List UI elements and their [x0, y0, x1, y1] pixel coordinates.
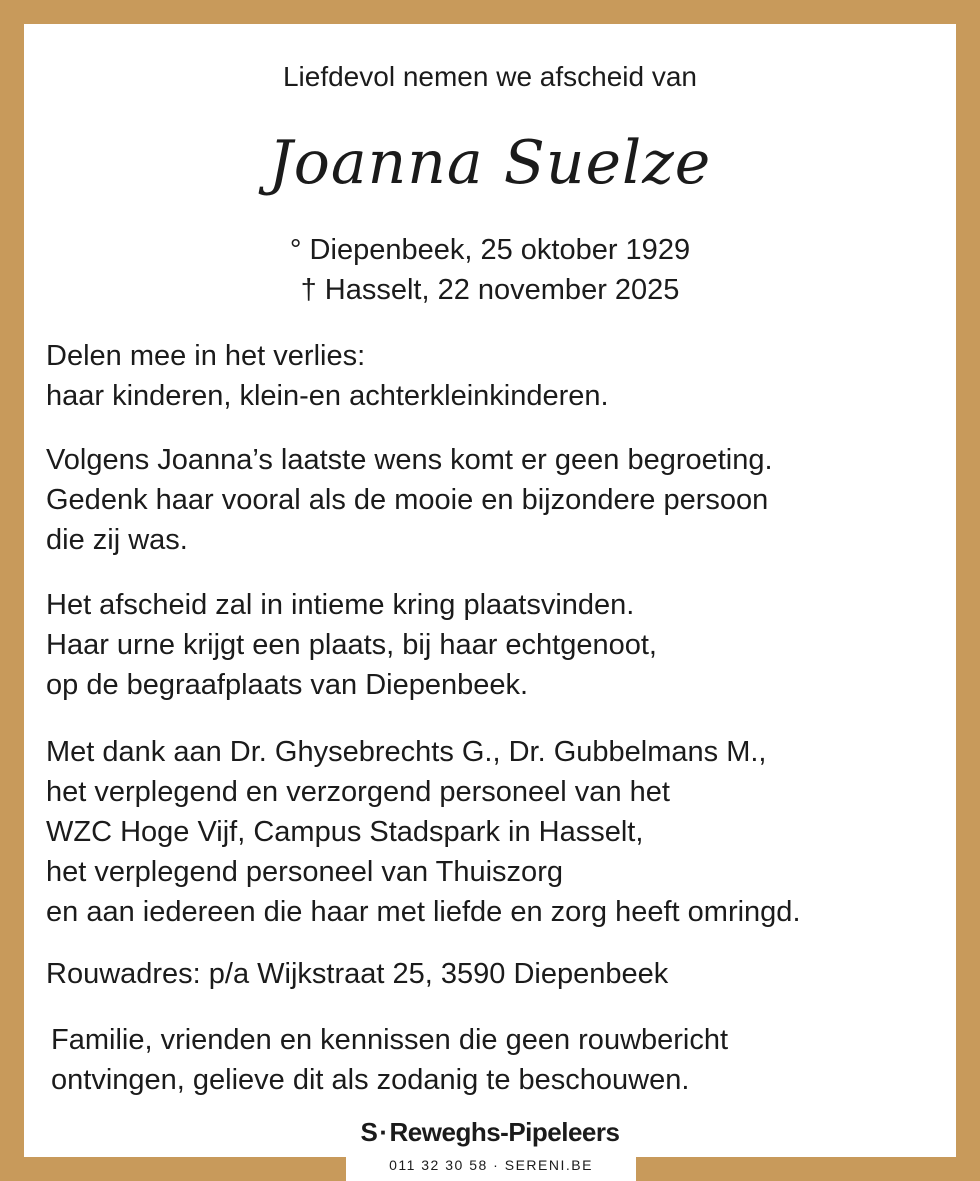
paragraph-address	[46, 954, 946, 994]
text-line: Delen mee in het verlies:	[46, 340, 366, 372]
death-date: † Hasselt, 22 november 2025	[300, 274, 680, 306]
text-line: Volgens Joanna’s laatste wens komt er geen begroeting.	[46, 444, 773, 476]
logo-separator: ·	[379, 1117, 388, 1147]
phone-number: 011 32 30 58	[389, 1157, 488, 1173]
text-line: het verplegend personeel van Thuiszorg	[46, 856, 563, 888]
text-line: en aan iedereen die haar met liefde en zorg heeft omringd.	[46, 896, 801, 928]
text-line: Met dank aan Dr. Ghysebrechts G., Dr. Gubbelmans M.,	[46, 736, 767, 768]
intro-text: Liefdevol nemen we afscheid van	[282, 61, 698, 92]
birth-date: ° Diepenbeek, 25 oktober 1929	[289, 234, 691, 266]
paragraph-bereaved	[46, 336, 946, 416]
website-link[interactable]: SERENI.BE	[504, 1157, 593, 1173]
text-line: Rouwadres: p/a Wijkstraat 25, 3590 Diepenbeek	[46, 958, 669, 990]
text-line: die zij was.	[46, 524, 188, 556]
logo-letter: S	[360, 1117, 378, 1147]
text-line: Familie, vrienden en kennissen die geen rouwbericht	[51, 1024, 729, 1056]
text-line: ontvingen, gelieve dit als zodanig te beschouwen.	[51, 1064, 690, 1096]
text-line: haar kinderen, klein-en achterkleinkinderen.	[46, 380, 609, 412]
text-line: het verplegend en verzorgend personeel van het	[46, 776, 670, 808]
contact-bar	[346, 1150, 636, 1181]
funeral-home-logo	[24, 1116, 956, 1148]
life-dates	[24, 230, 956, 310]
paragraph-wish	[46, 440, 946, 560]
obituary-card	[24, 24, 956, 1157]
funeral-home-name: Reweghs-Pipeleers	[389, 1117, 620, 1147]
deceased-name: Joanna Suelze	[268, 128, 712, 198]
text-line: op de begraafplaats van Diepenbeek.	[46, 669, 529, 701]
paragraph-farewell	[46, 585, 946, 705]
paragraph-notice	[51, 1020, 951, 1100]
text-line: Gedenk haar vooral als de mooie en bijzondere persoon	[46, 484, 769, 516]
contact-separator: ·	[493, 1157, 500, 1173]
text-line: Haar urne krijgt een plaats, bij haar echtgenoot,	[46, 629, 657, 661]
text-line: WZC Hoge Vijf, Campus Stadspark in Hasselt,	[46, 816, 644, 848]
text-line: Het afscheid zal in intieme kring plaatsvinden.	[46, 589, 635, 621]
paragraph-thanks	[46, 732, 946, 932]
